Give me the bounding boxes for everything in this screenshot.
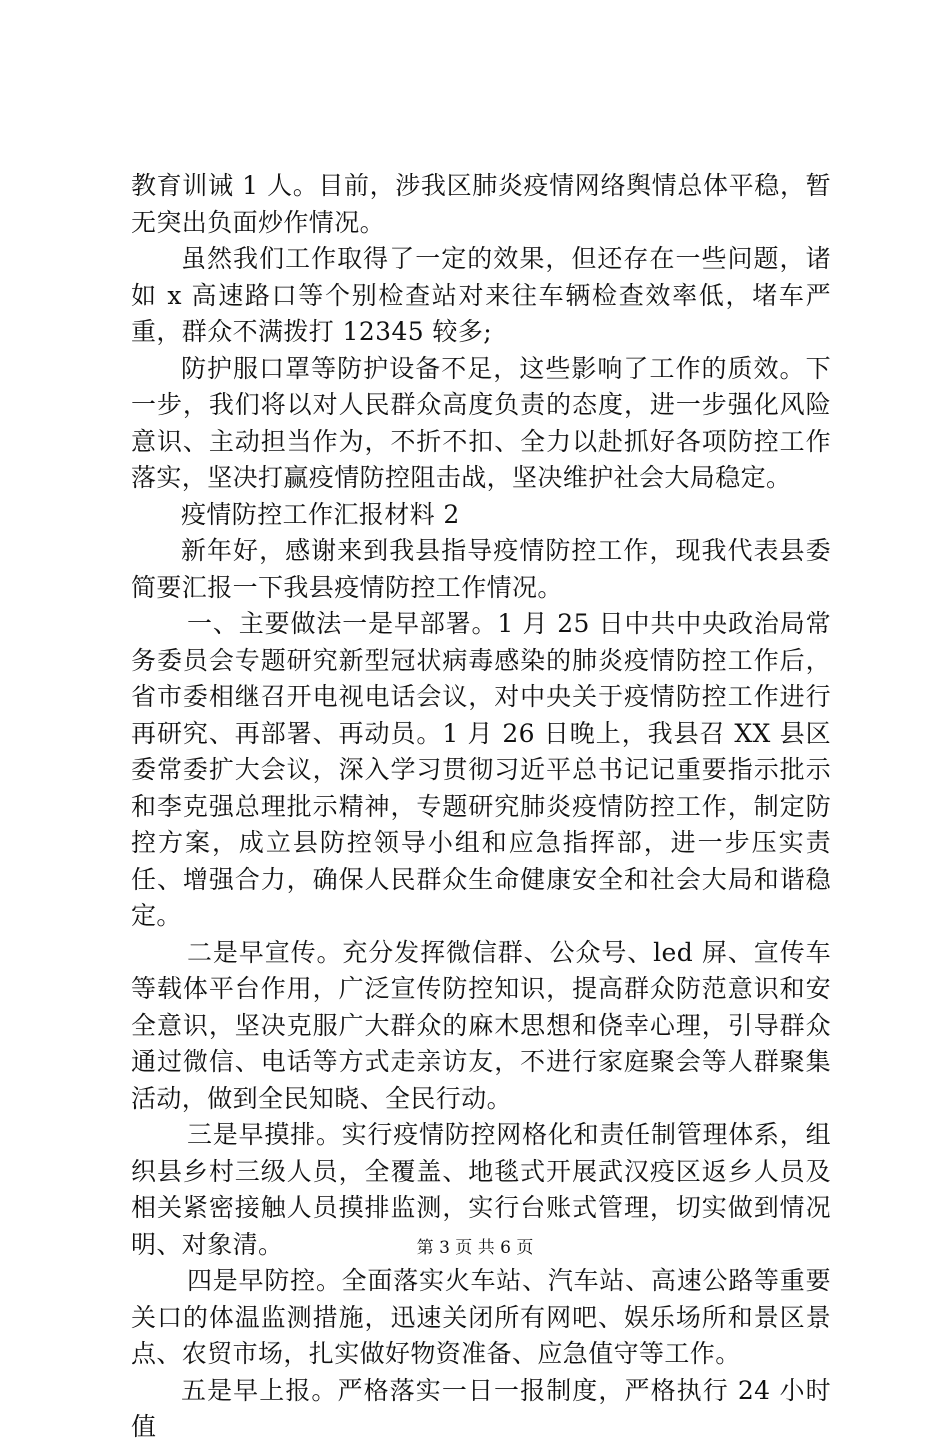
paragraph-publicity: 二是早宣传。充分发挥微信群、公众号、led 屏、宣传车等载体平台作用，广泛宣传防控知识，提高群众防范意识和安全意识，坚决克服广大群众的麻木思想和侥幸心理，引导群众通过微信、电话等方式走亲访友，不进行家庭聚会等人群聚集活动，做到全民知晓、全民行动。 <box>131 937 831 1113</box>
paragraph-deployment: 一、主要做法一是早部署。1 月 25 日中共中央政治局常务委员会专题研究新型冠状病毒感染的肺炎疫情防控工作后，省市委相继召开电视电话会议，对中央关于疫情防控工作进行再研究、再部署、再动员。1 月 26 日晚上，我县召 XX 县区委常委扩大会议，深入学习贯彻习近平总书记记重要指示批示和李克强总理批示精神，专题研究肺炎疫情防控工作，制定防控方案，成立县防控领导小组和应急指挥部，进一步压实责任、增强合力，确保人民群众生命健康安全和社会大局和谐稳定。 <box>131 609 831 930</box>
paragraph-reporting: 五是早上报。严格落实一日一报制度，严格执行 24 小时值 <box>131 1375 831 1441</box>
paragraph-problems: 虽然我们工作取得了一定的效果，但还存在一些问题，诸如 x 高速路口等个别检查站对来往车辆检查效率低，堵车严重，群众不满拨打 12345 较多; <box>131 244 831 346</box>
paragraph-next-steps: 防护服口罩等防护设备不足，这些影响了工作的质效。下一步，我们将以对人民群众高度负责的态度，进一步强化风险意识、主动担当作为，不折不扣、全力以赴抓好各项防控工作落实，坚决打赢疫情防控阻击战，坚决维护社会大局稳定。 <box>131 353 831 492</box>
page-number-footer: 第 3 页 共 6 页 <box>416 1238 534 1258</box>
paragraph-greeting: 新年好，感谢来到我县指导疫情防控工作，现我代表县委简要汇报一下我县疫情防控工作情况。 <box>131 536 831 602</box>
paragraph-continuation: 教育训诫 1 人。目前，涉我区肺炎疫情网络舆情总体平稳，暂无突出负面炒作情况。 <box>131 171 831 237</box>
section-heading: 疫情防控工作汇报材料 2 <box>181 499 460 529</box>
paragraph-prevention: 四是早防控。全面落实火车站、汽车站、高速公路等重要关口的体温监测措施，迅速关闭所有网吧、娱乐场所和景区景点、农贸市场，扎实做好物资准备、应急值守等工作。 <box>131 1266 831 1368</box>
paragraph-screening: 三是早摸排。实行疫情防控网格化和责任制管理体系，组织县乡村三级人员，全覆盖、地毯式开展武汉疫区返乡人员及相关紧密接触人员摸排监测，实行台账式管理，切实做到情况明、对象清。 <box>131 1120 831 1259</box>
